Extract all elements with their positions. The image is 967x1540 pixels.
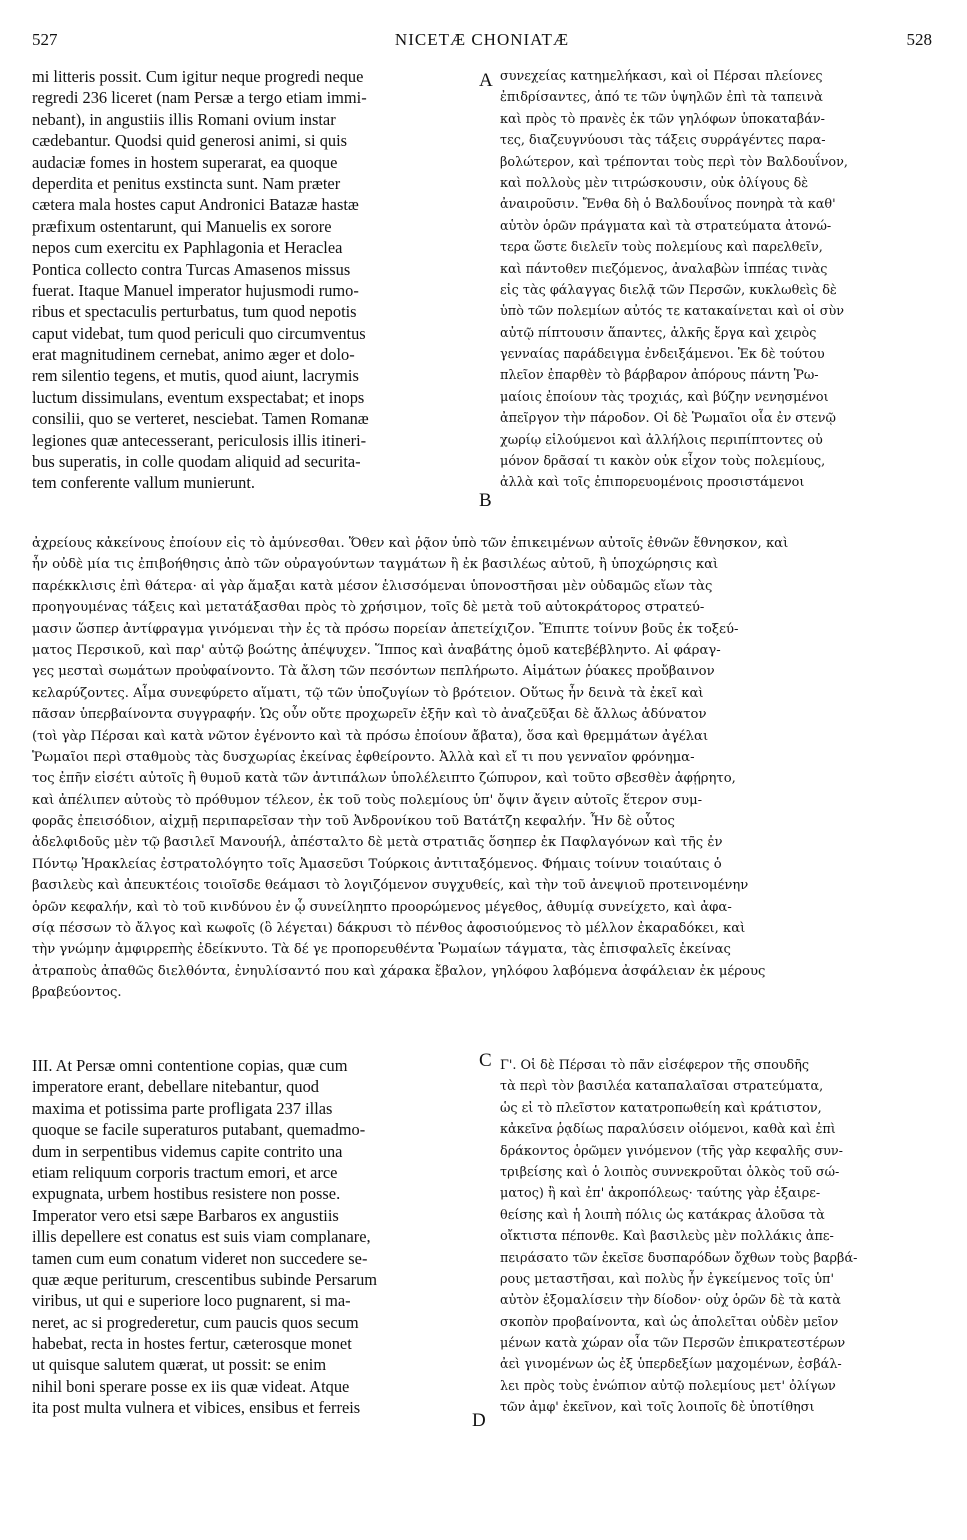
text-line: luctum dissimulans, eventum exspectabat; et inops: [32, 387, 365, 407]
text-line: rem silentio tegens, et mutis, quod aiunt, lacrymis: [32, 366, 359, 386]
text-line: βολώτερον, καὶ τρέπονται τοὺς περὶ τὸν Βαλδουΐνον,: [500, 154, 848, 170]
text-line: ἀδελφιδοῦς μὲν τῷ βασιλεῖ Μανουήλ, ἀπέσταλτο δὲ μετὰ στρατιᾶς ὅσηπερ ἐκ Παφλαγόνων καὶ τῆς ἐν: [32, 835, 723, 851]
text-line: bus superatis, in colle quodam aliquid ad securita-: [32, 452, 361, 472]
page-header: [32, 30, 932, 56]
greek-full-width-text: [32, 533, 937, 1004]
text-line: Γ'. Οἱ δὲ Πέρσαι τὸ πᾶν εἰσέφερον τῆς σπουδῆς: [500, 1058, 810, 1073]
text-line: quoque se facile superaturos putabant, quemadmo-: [32, 1120, 366, 1140]
text-line: λει πρὸς τοὺς ἐνώπιον αὐτῷ πολεμίους μετ' ὀλίγων: [500, 1378, 836, 1394]
text-line: ἀναιροῦσιν. Ἔνθα δὴ ὁ Βαλδουΐνος πονηρὰ τὰ καθ': [500, 197, 836, 213]
text-line: τῶν ἀμφ' ἐκεῖνον, καὶ τοῖς λοιποῖς δὲ ὑποτίθησι: [500, 1400, 815, 1416]
text-line: μένων κατὰ χώραν οἷα τῶν Περσῶν ἐπικρατεστέρων: [500, 1336, 846, 1352]
text-line: cætera mala hostes caput Andronici Batazæ hastæ: [32, 195, 359, 215]
text-line: καὶ πάντοθεν πιεζόμενος, ἀναλαβὼν ἱππέας τινὰς: [500, 261, 828, 277]
text-line: σκοπὸν προβαίνοντα, καὶ ὡς ἀπολεῖται οὐδὲν μεῖον: [500, 1314, 839, 1330]
latin-column-bottom: [32, 1055, 472, 1419]
text-line: Pontica collecto contra Turcas Amasenos missus: [32, 259, 351, 279]
latin-column-top: [32, 66, 472, 494]
text-line: αὐτῷ πίπτουσιν ἅπαντες, ἀλκῆς ἔργα καὶ χειρὸς: [500, 325, 817, 341]
text-line: κελαρύζοντες. Αἷμα συνεφύρετο αἵματι, τῷ τῶν ὑποζυγίων τὸ βρότειον. Οὕτως ἦν δεινὰ τὰ ἐκεῖ καὶ: [32, 685, 704, 701]
text-line: μόνον δρᾶσαί τι κακὸν οὐκ εἶχον τοὺς πολεμίους,: [500, 454, 826, 470]
text-line: πειράσατο τῶν ἐκεῖσε δυσπαρόδων ὄχθων τοὺς βαρβά-: [500, 1250, 858, 1266]
text-line: expugnata, urbem hostibus resistere non posse.: [32, 1184, 341, 1204]
text-line: tamen cum eum conatum videret non succedere se-: [32, 1248, 368, 1268]
text-line: habebat, recta in hostes fertur, cæterosque monet: [32, 1334, 352, 1354]
text-line: ἦν οὐδὲ μία τις ἐπιβοήθησις ἀπὸ τῶν οὐραγούντων ταγμάτων ἢ ἐκ βασιλέως αὐτοῦ, ἢ ὑποχώρησις καὶ: [32, 557, 719, 573]
text-line: legiones quæ antecesserant, periculosis illis itineri-: [32, 430, 367, 450]
text-line: ὡς εἰ τὸ πλεῖστον κατατροπωθείη καὶ κράτιστον,: [500, 1100, 822, 1116]
text-line: γες μεσταὶ σωμάτων προὐφαίνοντο. Τὰ ἄλση τῶν πεσόντων πεπλήρωτο. Αἱμάτων ῥύακες προὔβαινον: [32, 664, 715, 680]
text-line: caput videbat, tum quod periculi quo circumventus: [32, 323, 366, 343]
page-number-left: 527: [32, 30, 58, 49]
text-line: consilii, quo se verteret, nesciebat. Tamen Romanæ: [32, 409, 369, 429]
text-line: ἀλλὰ καὶ τοῖς ἐπιπορευομένοις προσιστάμενοι: [500, 475, 805, 491]
text-line: τὰ περὶ τὸν βασιλέα καταπαλαῖσαι στρατεύματα,: [500, 1079, 824, 1095]
text-line: καὶ ἀπέλιπεν αὐτοὺς τὸ πρόθυμον τέλεον, ἐκ τοῦ τοὺς πολεμίους ὑπ' ὄψιν ἄγειν αὐτοῖς ἕτερον συμ-: [32, 792, 703, 808]
text-line: ἀπεῖργον τὴν πάροδον. Οἱ δὲ Ῥωμαῖοι οἷα ἐν στενῷ: [500, 411, 836, 427]
text-line: πᾶσαν ὑπερβαίνοντα συγγραφήν. Ὡς οὖν οὔτε προχωρεῖν ἐξῆν καὶ τὸ ἀναζεῦξαι δὲ ἄλλως ἀδύνατον: [32, 707, 707, 723]
text-line: ἐπιδρίσαντες, ἀπό τε τῶν ὑψηλῶν ἐπὶ τὰ ταπεινὰ: [500, 90, 823, 106]
text-line: κἀκεῖνα ῥᾳδίως παραλύσειν οἰόμενοι, καθὰ καὶ ἐπὶ: [500, 1122, 836, 1138]
text-line: συνεχείας κατημελήκασι, καὶ οἱ Πέρσαι πλείονες: [500, 69, 823, 84]
text-line: nihil boni sperare posse ex iis quæ videat. Atque: [32, 1376, 350, 1396]
text-line: αὑτὸν ὁρῶν πράγματα καὶ τὰ στρατεύματα ἀτονώ-: [500, 218, 832, 234]
text-line: III. At Persæ omni contentione copias, quæ cum: [32, 1056, 348, 1075]
text-line: προηγουμένας τάξεις καὶ μετατάξασθαι πρὸς τὸ χρήσιμον, τοῖς δὲ μετὰ τοῦ αὐτοκράτορος στρατεύ-: [32, 600, 705, 616]
text-line: τριβείσης καὶ ὁ λοιπὸς συννεκροῦται ὁλκὸς τοῦ σώ-: [500, 1164, 840, 1180]
text-line: regredi 236 liceret (nam Persæ a tergo etiam immi-: [32, 88, 367, 108]
text-line: οἴκτιστα πέπονθε. Καὶ βασιλεὺς μὲν πολλάκις ἀπε-: [500, 1229, 834, 1245]
text-line: θείσης καὶ ἡ λοιπὴ πόλις ὡς κατάκρας ἁλοῦσα τὰ: [500, 1207, 825, 1223]
text-line: viribus, ut qui e superiore loco pugnarent, si ma-: [32, 1291, 351, 1311]
text-line: ἀτραποὺς ἀπαθῶς διελθόντα, ἐνηυλίσαντό που καὶ χάρακα ἔβαλον, γηλόφου λαβόμενα ἀσφάλειαν ἐκ μέρους: [32, 963, 766, 979]
greek-column-top: [500, 66, 937, 494]
text-line: χωρίῳ εἱλούμενοι καὶ ἀλλήλοις περιπίπτοντες οὐ: [500, 432, 823, 448]
text-line: erat magnitudinem cernebat, animo æger et dolo-: [32, 345, 355, 365]
text-line: ἀχρείους κἀκείνους ἐποίουν εἰς τὸ ἀμύνεσθαι. Ὅθεν καὶ ῥᾷον ὑπὸ τῶν ἐπικειμένων αὐτοῖς ἐθνῶν ἔθνησκον, καὶ: [32, 536, 789, 551]
text-line: præfixum ostentarunt, qui Manuelis ex sorore: [32, 216, 332, 236]
running-title: NICETÆ CHONIATÆ: [394, 30, 570, 49]
text-line: βασιλεὺς καὶ ἀπευκτέοις τοιοῖσδε θεάμασι τὸ λογιζόμενον συγχυθείς, καὶ τὴν τοῦ ἀνεψιοῦ προτεινομένην: [32, 878, 749, 894]
text-line: ρους μεταστῆσαι, καὶ πολὺς ἦν ἐγκείμενος τοῖς ὑπ': [500, 1271, 834, 1287]
page-number-right: 528: [906, 30, 932, 49]
text-line: παρέκκλισις ἐπὶ θάτερα· αἱ γὰρ ἅμαξαι κατὰ μέσον ἑλισσόμεναι ὑπονοστῆσαι μὲν οὐδαμῶς εἴων τὰς: [32, 578, 713, 594]
text-line: deperdita et penitus exstincta sunt. Nam præter: [32, 173, 341, 193]
text-line: ὑπὸ τῶν πολεμίων αὐτός τε κατακαίνεται καὶ οἱ σὺν: [500, 304, 845, 320]
text-line: ribus et spectaculis perturbatus, tum quod nepotis: [32, 302, 357, 322]
text-line: nepos cum exercitu ex Paphlagonia et Heraclea: [32, 238, 343, 258]
text-line: tem conferente vallum munierunt.: [32, 473, 256, 493]
text-line: τος ἐπῆν εἰσέτι αὐτοῖς ἢ θυμοῦ κατὰ τῶν ἀντιπάλων ὑπολέλειπτο ζώπυρον, καὶ τοῦτο σβεσθὲν ἀφῄρητο,: [32, 771, 736, 787]
text-line: ματος Περσικοῦ, καὶ παρ' αὐτῷ βοώτης ἀπέψυχεν. Ἵππος καὶ ἀναβάτης ὁμοῦ κατεβέβληντο. Αἱ φάραγ-: [32, 642, 721, 658]
text-line: αὐτὸν ἐξομαλίσειν τὴν δίοδον· οὐχ ὁρῶν δὲ τὰ κατὰ: [500, 1293, 841, 1309]
text-line: μασιν ὥσπερ ἀντίφραγμα γινόμεναι τὴν ἐς τὰ πρόσω πορείαν ἀπετείχιζον. Ἔπιπτε τοίνυν βοῦς ἐκ τοξεύ-: [32, 621, 739, 637]
text-line: (τοὶ γὰρ Πέρσαι καὶ κατὰ νῶτον ἐγένοντο καὶ τὰ πρόσω ἐποίουν ἄβατα), ὅσα καὶ θρεμμάτων ἀγέλαι: [32, 728, 709, 744]
text-line: neret, ac si progrederetur, cum paucis quos secum: [32, 1312, 359, 1332]
text-line: ἀεὶ γινομένων ὡς ἐξ ὑπερδεξίων μαχομένων, ἐσβάλ-: [500, 1357, 842, 1373]
text-line: βραβεύοντος.: [32, 985, 122, 1001]
text-line: ὁρῶν κεφαλήν, καὶ τὸ τοῦ κινδύνου ἐν ᾧ συνείληπτο προορώμενος μέγεθος, ἀθυμίᾳ συνείχετο, καὶ ἀφα-: [32, 899, 732, 915]
text-line: ut quisque salutem quærat, ut possit: se enim: [32, 1355, 327, 1375]
text-line: πλεῖον ἐπαρθὲν τὸ βάρβαρον ἀπόρους πάντη Ῥω-: [500, 368, 819, 384]
text-line: τερα ὥστε διελεῖν τοὺς πολεμίους καὶ παρελθεῖν,: [500, 240, 823, 256]
text-line: imperatore erant, debellare nitebantur, quod: [32, 1077, 319, 1097]
text-line: nebant), in angustiis illis Romani ovium instar: [32, 109, 336, 129]
text-line: quæ æque periturum, crescentibus subinde Persarum: [32, 1269, 378, 1289]
text-line: etiam reliquum corporis tractum emori, et arce: [32, 1162, 338, 1182]
text-line: εἰς τὰς φάλαγγας διελᾷ τῶν Περσῶν, κυκλωθεὶς δὲ: [500, 282, 837, 298]
text-line: audaciæ fomes in hostem superarat, ea quoque: [32, 152, 338, 172]
text-line: Ῥωμαῖοι περὶ σταθμοὺς τὰς δυσχωρίας ἐκείνας ἐφθείροντο. Ἀλλὰ καὶ εἴ τι που γενναῖον φρόνημα-: [32, 749, 695, 765]
text-line: καὶ πολλοὺς μὲν τιτρώσκουσιν, οὐκ ὀλίγους δὲ: [500, 175, 809, 191]
text-line: δράκοντος ὁρῶμεν γινόμενον (τῆς γὰρ κεφαλῆς συν-: [500, 1143, 843, 1159]
text-line: ita post multa vulnera et vibices, ensibus et ferreis: [32, 1398, 361, 1418]
text-line: μαίοις ἐποίουν τὰς τροχιάς, καὶ βύζην νενησμένοι: [500, 389, 829, 405]
text-line: illis depellere est conatus est suis viam complanare,: [32, 1227, 371, 1247]
text-line: maxima et potissima parte profligata 237 illas: [32, 1098, 333, 1118]
margin-marker-c: C: [479, 1050, 492, 1071]
text-line: φορᾶς ἐπεισόδιον, αἰχμῇ περιπαρεῖσαν τὴν τοῦ Ἀνδρονίκου τοῦ Βατάτζη κεφαλήν. Ἦν δὲ οὗτος: [32, 814, 675, 830]
greek-column-bottom: [500, 1055, 937, 1419]
text-line: τες, διαζευγνύουσι τὰς τάξεις συρράγέντες παρα-: [500, 133, 826, 149]
margin-marker-a: A: [479, 70, 493, 91]
text-line: γενναίας παράδειγμα ἐνδειξάμενοι. Ἐκ δὲ τούτου: [500, 347, 825, 363]
text-line: Imperator vero etsi sæpe Barbaros ex angustiis: [32, 1205, 339, 1225]
margin-marker-b: B: [479, 490, 492, 511]
text-line: cædebantur. Quodsi quid generosi animi, si quis: [32, 131, 348, 151]
text-line: mi litteris possit. Cum igitur neque progredi neque: [32, 67, 364, 86]
text-line: καὶ πρὸς τὸ πρανὲς ἐκ τῶν γηλόφων ὑποκαταβάν-: [500, 111, 825, 127]
text-line: dum in serpentibus videmus capite contrito una: [32, 1141, 343, 1161]
text-line: σίᾳ πέσσων τὸ ἄλγος καὶ κωφοῖς (ὃ λέγεται) δάκρυσι τὸ πένθος ἀφοσιούμενος τὸ μέλλον ἐκαραδόκει, καὶ: [32, 921, 746, 937]
text-line: τὴν γνώμην ἀμφιρρεπὴς ἐδείκνυτο. Τὰ δέ γε προπορευθέντα Ῥωμαίων τάγματα, τὰς ἐπισφαλεῖς ἐκείνας: [32, 942, 731, 958]
margin-marker-d: D: [472, 1410, 486, 1431]
text-line: Πόντῳ Ἡρακλείας ἐστρατολόγητο τοῖς Ἀμασεῦσι Τούρκοις ἀντιταξόμενος. Φήμαις τοίνυν τοιαύταις ὁ: [32, 856, 722, 872]
text-line: ματος) ἢ καὶ ἐπ' ἀκροπόλεως· ταύτης γὰρ ἐξαιρε-: [500, 1186, 821, 1202]
text-line: fuerat. Itaque Manuel imperator hujusmodi rumo-: [32, 280, 359, 300]
